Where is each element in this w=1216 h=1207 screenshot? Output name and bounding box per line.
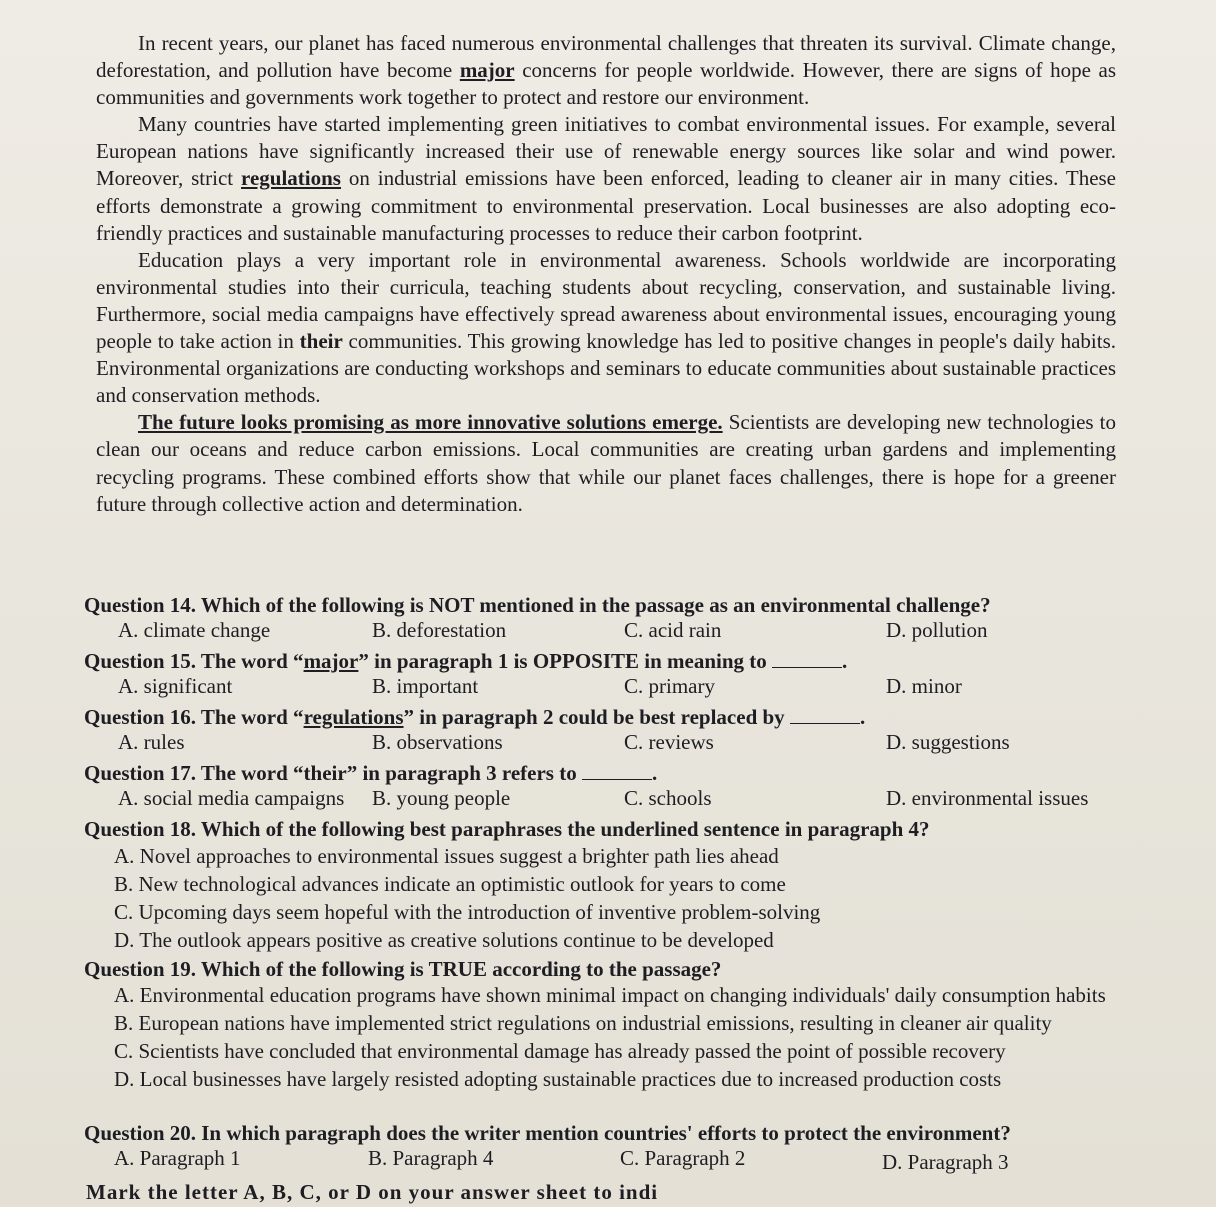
q17-option-c[interactable]: C. schools [624, 786, 712, 810]
paragraph-1 [96, 30, 1116, 111]
question-18-title: Question 18. Which of the following best paraphrases the underlined sentence in paragraph 4? [84, 817, 930, 841]
question-16 [84, 704, 1116, 758]
paragraph-3-text-end: communities. This growing knowledge has led to positive changes in people's daily habits. Environmental organizations are conducting workshops and seminars to educate communities about sustainable practices and conservation methods. [96, 329, 1117, 408]
paragraph-1-text-end: concerns for people worldwide. However, there are signs of hope as communities and governments work together to protect and restore our environment. [96, 58, 1116, 110]
answer-blank [582, 761, 652, 780]
underlined-word-major: major [459, 58, 515, 83]
q18-option-a[interactable]: A. Novel approaches to environmental issues suggest a brighter path lies ahead [114, 844, 779, 868]
q16-title-end: ” in paragraph 2 could be best replaced by [403, 705, 785, 729]
q19-option-b[interactable]: B. European nations have implemented strict regulations on industrial emissions, resulting in cleaner air quality [114, 1011, 1052, 1035]
q19-option-a[interactable]: A. Environmental education programs have shown minimal impact on changing individuals' daily consumption habits [114, 983, 1106, 1007]
question-20-options [84, 1146, 1116, 1174]
q15-option-a[interactable]: A. significant [118, 674, 233, 698]
question-20-title: Question 20. In which paragraph does the writer mention countries' efforts to protect the environment? [84, 1121, 1011, 1145]
q17-title-text: Question 17. The word “their” in paragraph 3 refers to [84, 761, 577, 785]
bold-word-their: their [299, 329, 343, 354]
q20-option-d[interactable]: D. Paragraph 3 [882, 1150, 1009, 1174]
instruction-footer: Mark the letter A, B, C, or D on your answer sheet to indi [86, 1180, 659, 1204]
answer-blank [772, 649, 842, 668]
q15-target-word: major [303, 649, 359, 673]
answer-blank [790, 705, 860, 724]
paragraph-2 [96, 111, 1116, 246]
q15-period: . [842, 649, 848, 673]
paragraph-4 [96, 409, 1116, 517]
q15-title-start: Question 15. The word “ [84, 649, 304, 673]
question-17-options [84, 786, 1116, 814]
q17-option-d[interactable]: D. environmental issues [886, 786, 1089, 810]
question-15-options [84, 674, 1116, 702]
q15-option-c[interactable]: C. primary [624, 674, 715, 698]
q14-option-a[interactable]: A. climate change [118, 618, 271, 642]
question-16-options [84, 730, 1116, 758]
q20-option-a[interactable]: A. Paragraph 1 [114, 1146, 241, 1170]
q20-option-c[interactable]: C. Paragraph 2 [620, 1146, 746, 1170]
question-14-options [84, 618, 1116, 646]
question-15-title [84, 648, 1116, 674]
q16-title-start: Question 16. The word “ [84, 705, 304, 729]
question-19 [84, 956, 1116, 1093]
q18-option-d[interactable]: D. The outlook appears positive as creative solutions continue to be developed [114, 928, 774, 952]
paragraph-2-text-start: Many countries have started implementing green initiatives to combat environmental issues. For example, several European nations have significantly increased their use of renewable energy sources like solar and wind power. Moreover, strict [96, 112, 1116, 191]
q17-period: . [651, 761, 658, 785]
q15-option-b[interactable]: B. important [372, 674, 479, 698]
question-19-title: Question 19. Which of the following is TRUE according to the passage? [84, 957, 722, 981]
q16-target-word: regulations [303, 705, 404, 729]
q16-option-c[interactable]: C. reviews [624, 730, 714, 754]
q19-option-c[interactable]: C. Scientists have concluded that environmental damage has already passed the point of possible recovery [114, 1039, 1006, 1063]
q16-option-a[interactable]: A. rules [118, 730, 185, 754]
question-18 [84, 816, 1116, 954]
question-16-title [84, 704, 1116, 730]
underlined-sentence: The future looks promising as more innovative solutions emerge. [138, 410, 723, 435]
question-15 [84, 648, 1116, 702]
question-14 [84, 592, 1116, 646]
q20-option-b[interactable]: B. Paragraph 4 [368, 1146, 494, 1170]
q14-option-b[interactable]: B. deforestation [372, 618, 507, 642]
q19-option-d[interactable]: D. Local businesses have largely resisted adopting sustainable practices due to increased production costs [114, 1067, 1002, 1091]
q16-option-d[interactable]: D. suggestions [886, 730, 1010, 754]
q14-option-c[interactable]: C. acid rain [624, 618, 722, 642]
question-14-title: Question 14. Which of the following is NOT mentioned in the passage as an environmental challenge? [84, 593, 991, 617]
q17-option-b[interactable]: B. young people [372, 786, 511, 810]
q17-option-a[interactable]: A. social media campaigns [118, 786, 345, 810]
q18-option-c[interactable]: C. Upcoming days seem hopeful with the introduction of inventive problem-solving [114, 900, 821, 924]
underlined-word-regulations: regulations [241, 166, 341, 191]
reading-passage [96, 30, 1116, 518]
paragraph-2-text-end: on industrial emissions have been enforced, leading to cleaner air in many cities. These efforts demonstrate a growing commitment to environmental preservation. Local businesses are also adopting eco-friendly practices and sustainable manufacturing processes to reduce their carbon footprint. [96, 166, 1117, 245]
q15-option-d[interactable]: D. minor [886, 674, 962, 698]
q18-option-b[interactable]: B. New technological advances indicate an optimistic outlook for years to come [114, 872, 786, 896]
q15-title-end: ” in paragraph 1 is OPPOSITE in meaning to [358, 649, 767, 673]
q16-period: . [859, 705, 866, 729]
q14-option-d[interactable]: D. pollution [886, 618, 988, 642]
paragraph-3-text-start: Education plays a very important role in environmental awareness. Schools worldwide are incorporating environmental studies into their curricula, teaching students about recycling, conservation, and sustainable living. Furthermore, social media campaigns have effectively spread awareness about environmental issues, encouraging young people to take action in [96, 247, 1116, 354]
q16-option-b[interactable]: B. observations [372, 730, 503, 754]
question-20 [84, 1120, 1116, 1174]
paragraph-4-text-end: Scientists are developing new technologies to clean our oceans and reduce carbon emissions. Local communities are creating urban gardens and implementing recycling programs. These combined efforts show that while our planet faces challenges, there is hope for a greener future through collective action and determination. [96, 410, 1116, 516]
question-17-title [84, 760, 1116, 786]
question-17 [84, 760, 1116, 814]
paragraph-1-text-start: In recent years, our planet has faced numerous environmental challenges that threaten its survival. Climate change, deforestation, and pollution have become [96, 31, 1116, 83]
paragraph-3 [96, 247, 1116, 410]
